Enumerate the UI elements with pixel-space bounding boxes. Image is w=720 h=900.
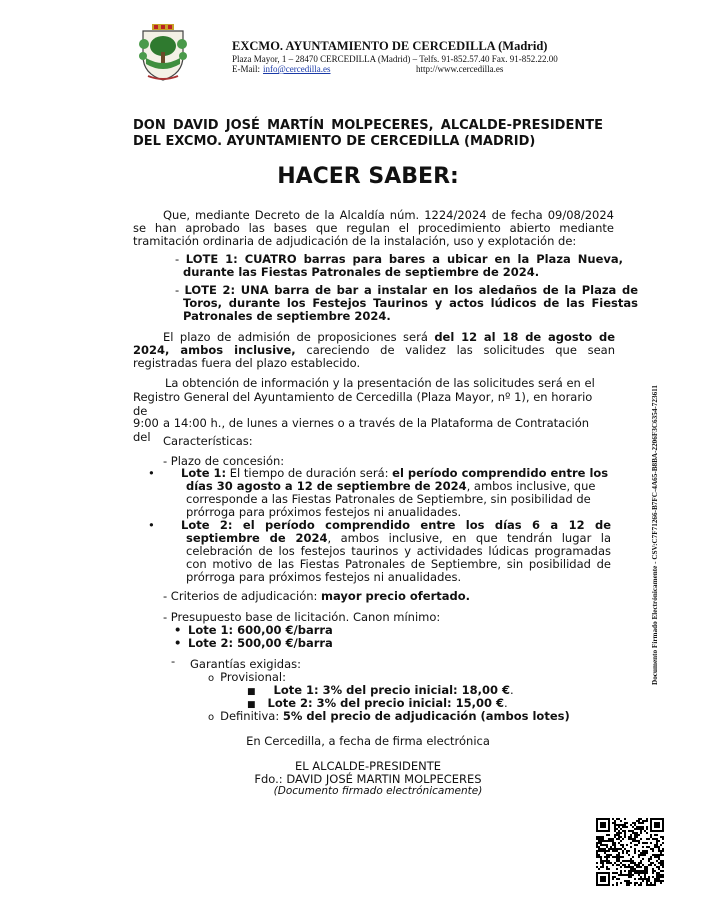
email-link[interactable] [263,64,331,74]
lote2-item [163,284,638,323]
intro-paragraph: Que, mediante Decreto de la Alcaldía núm. 1224/2024 de fecha 09/08/2024 se han aprobado las bases que regulan el procedimiento abierto mediante tramitación ordinaria de adjudicación de la instalación, uso y explotación de: [133,208,614,248]
firma-place-date: En Cercedilla, a fecha de firma electrónica [246,734,490,748]
presupuesto-lote1 [174,623,333,637]
concesion-label: - Plazo de concesión: [163,454,285,468]
concesion-lote1-rest: , ambos inclusive, que corresponde a las Fiestas Patronales de Septiembre, sin posibilidad de prórroga para próximos festejos ni anualidades. [186,479,596,519]
plazo-before: El plazo de admisión de proposiciones será [163,330,435,344]
garantias-dash: - [171,654,176,668]
stamp-text: Documento Firmado Electrónicamente - CSV:C7F71266-B7FC-4A65-B8BA-2206F3C6354-723611 [651,385,659,685]
provisional-label: Provisional: [220,670,286,684]
definitiva-value: 5% del precio de adjudicación (ambos lotes) [282,709,570,723]
criterios-line [163,589,470,603]
garantia-lote2-text: Lote 2: 3% del precio inicial: 15,00 € [267,696,505,710]
qr-code-icon [596,818,664,886]
bullet-icon: • [148,466,155,480]
municipal-crest-logo [138,24,188,82]
institution-address: Plaza Mayor, 1 – 28470 CERCEDILLA (Madrid) – Telfs. 91-852.57.40 Fax. 91-852.22.00 [232,54,558,64]
garantia-lote1-period: . [510,683,514,697]
concesion-lote1 [148,466,611,519]
definitiva-item [208,709,570,723]
obtencion-line1: La obtención de información y la presentación de las solicitudes será en el [165,376,595,390]
presupuesto-lote1-text: Lote 1: 600,00 €/barra [188,623,333,637]
obtencion-line3: de [133,404,148,418]
hacer-saber-title: HACER SABER: [277,164,459,189]
institution-title: EXCMO. AYUNTAMIENTO DE CERCEDILLA (Madrid) [232,39,548,53]
bullet-icon: • [174,623,182,637]
concesion-lote1-bold: el período comprendido entre los días 30 agosto a 12 de septiembre de 2024 [186,466,609,493]
criterios-label: - Criterios de adjudicación: [163,589,322,603]
bullet-icon: • [174,636,182,650]
firma-note: (Documento firmado electrónicamente) [273,785,483,797]
mayor-heading: DON DAVID JOSÉ MARTÍN MOLPECERES, ALCALDE-PRESIDENTE DEL EXCMO. AYUNTAMIENTO DE CERCEDILLA (MADRID) [133,118,603,149]
lote1-text: LOTE 1: CUATRO barras para bares a ubicar en la Plaza Nueva, durante las Fiestas Patronales de septiembre de 2024. [183,252,623,279]
circle-bullet-icon: o [208,712,215,723]
concesion-lote2-rest: , ambos inclusive, en que tendrán lugar la celebración de los festejos taurinos y actividades lúdicas programadas con motivo de las Fiestas Patronales de Septiembre, sin posibilidad de prórroga para próximos festejos ni anualidades. [186,531,611,584]
concesion-lote2-bold: Lote 2: el período comprendido entre los días 6 a 12 de septiembre de 2024 [181,518,611,545]
obtencion-line2: Registro General del Ayuntamiento de Cercedilla (Plaza Mayor, nº 1), en horario [133,390,593,404]
plazo-dates: del 12 al 18 de agosto de 2024, ambos inclusive, [133,330,615,357]
firma-name: Fdo.: DAVID JOSÉ MARTIN MOLPECERES [254,772,482,786]
square-bullet-icon: ■ [247,687,256,697]
circle-bullet-icon: o [208,673,215,684]
bullet-icon: • [148,518,155,532]
electronic-signature-stamp [647,383,661,687]
criterios-value: mayor precio ofertado. [321,589,471,603]
email-link-text[interactable]: info@cercedilla.es [263,64,331,74]
concesion-lote2 [148,518,611,584]
garantia-lote1 [247,683,514,697]
plazo-paragraph [133,331,615,370]
lote1-dash: - [175,252,186,266]
garantia-lote1-text: Lote 1: 3% del precio inicial: 18,00 € [273,683,511,697]
concesion-lote1-label: Lote 1: [181,466,227,480]
concesion-lote1-a: El tiempo de duración será: [226,466,393,480]
square-bullet-icon: ■ [247,700,256,710]
plazo-after: careciendo de validez las solicitudes que sean registradas fuera del plazo establecido. [133,343,616,370]
obtencion-line5: del [133,430,151,444]
provisional-item [208,670,286,684]
obtencion-time: 9:00 [133,416,159,430]
presupuesto-lote2-text: Lote 2: 500,00 €/barra [188,636,333,650]
lote2-dash: - [175,283,185,297]
website-text: http://www.cercedilla.es [416,64,504,74]
garantia-lote2 [247,696,508,710]
definitiva-label: Definitiva: [220,709,283,723]
garantias-label: Garantías exigidas: [190,657,302,671]
garantia-lote2-period: . [504,696,508,710]
lote1-item [163,253,623,279]
caracteristicas-label: Características: [163,434,253,448]
obtencion-line4: a 14:00 h., de lunes a viernes o a través de la Plataforma de Contratación [163,416,590,430]
email-label: E-Mail: [232,64,260,74]
lote2-text: LOTE 2: UNA barra de bar a instalar en los aledaños de la Plaza de Toros, durante los Festejos Taurinos y actos lúdicos de las Fiestas Patronales de septiembre 2024. [183,283,638,323]
presupuesto-label: - Presupuesto base de licitación. Canon mínimo: [163,610,441,624]
presupuesto-lote2 [174,636,333,650]
firma-role: EL ALCALDE-PRESIDENTE [294,759,442,773]
